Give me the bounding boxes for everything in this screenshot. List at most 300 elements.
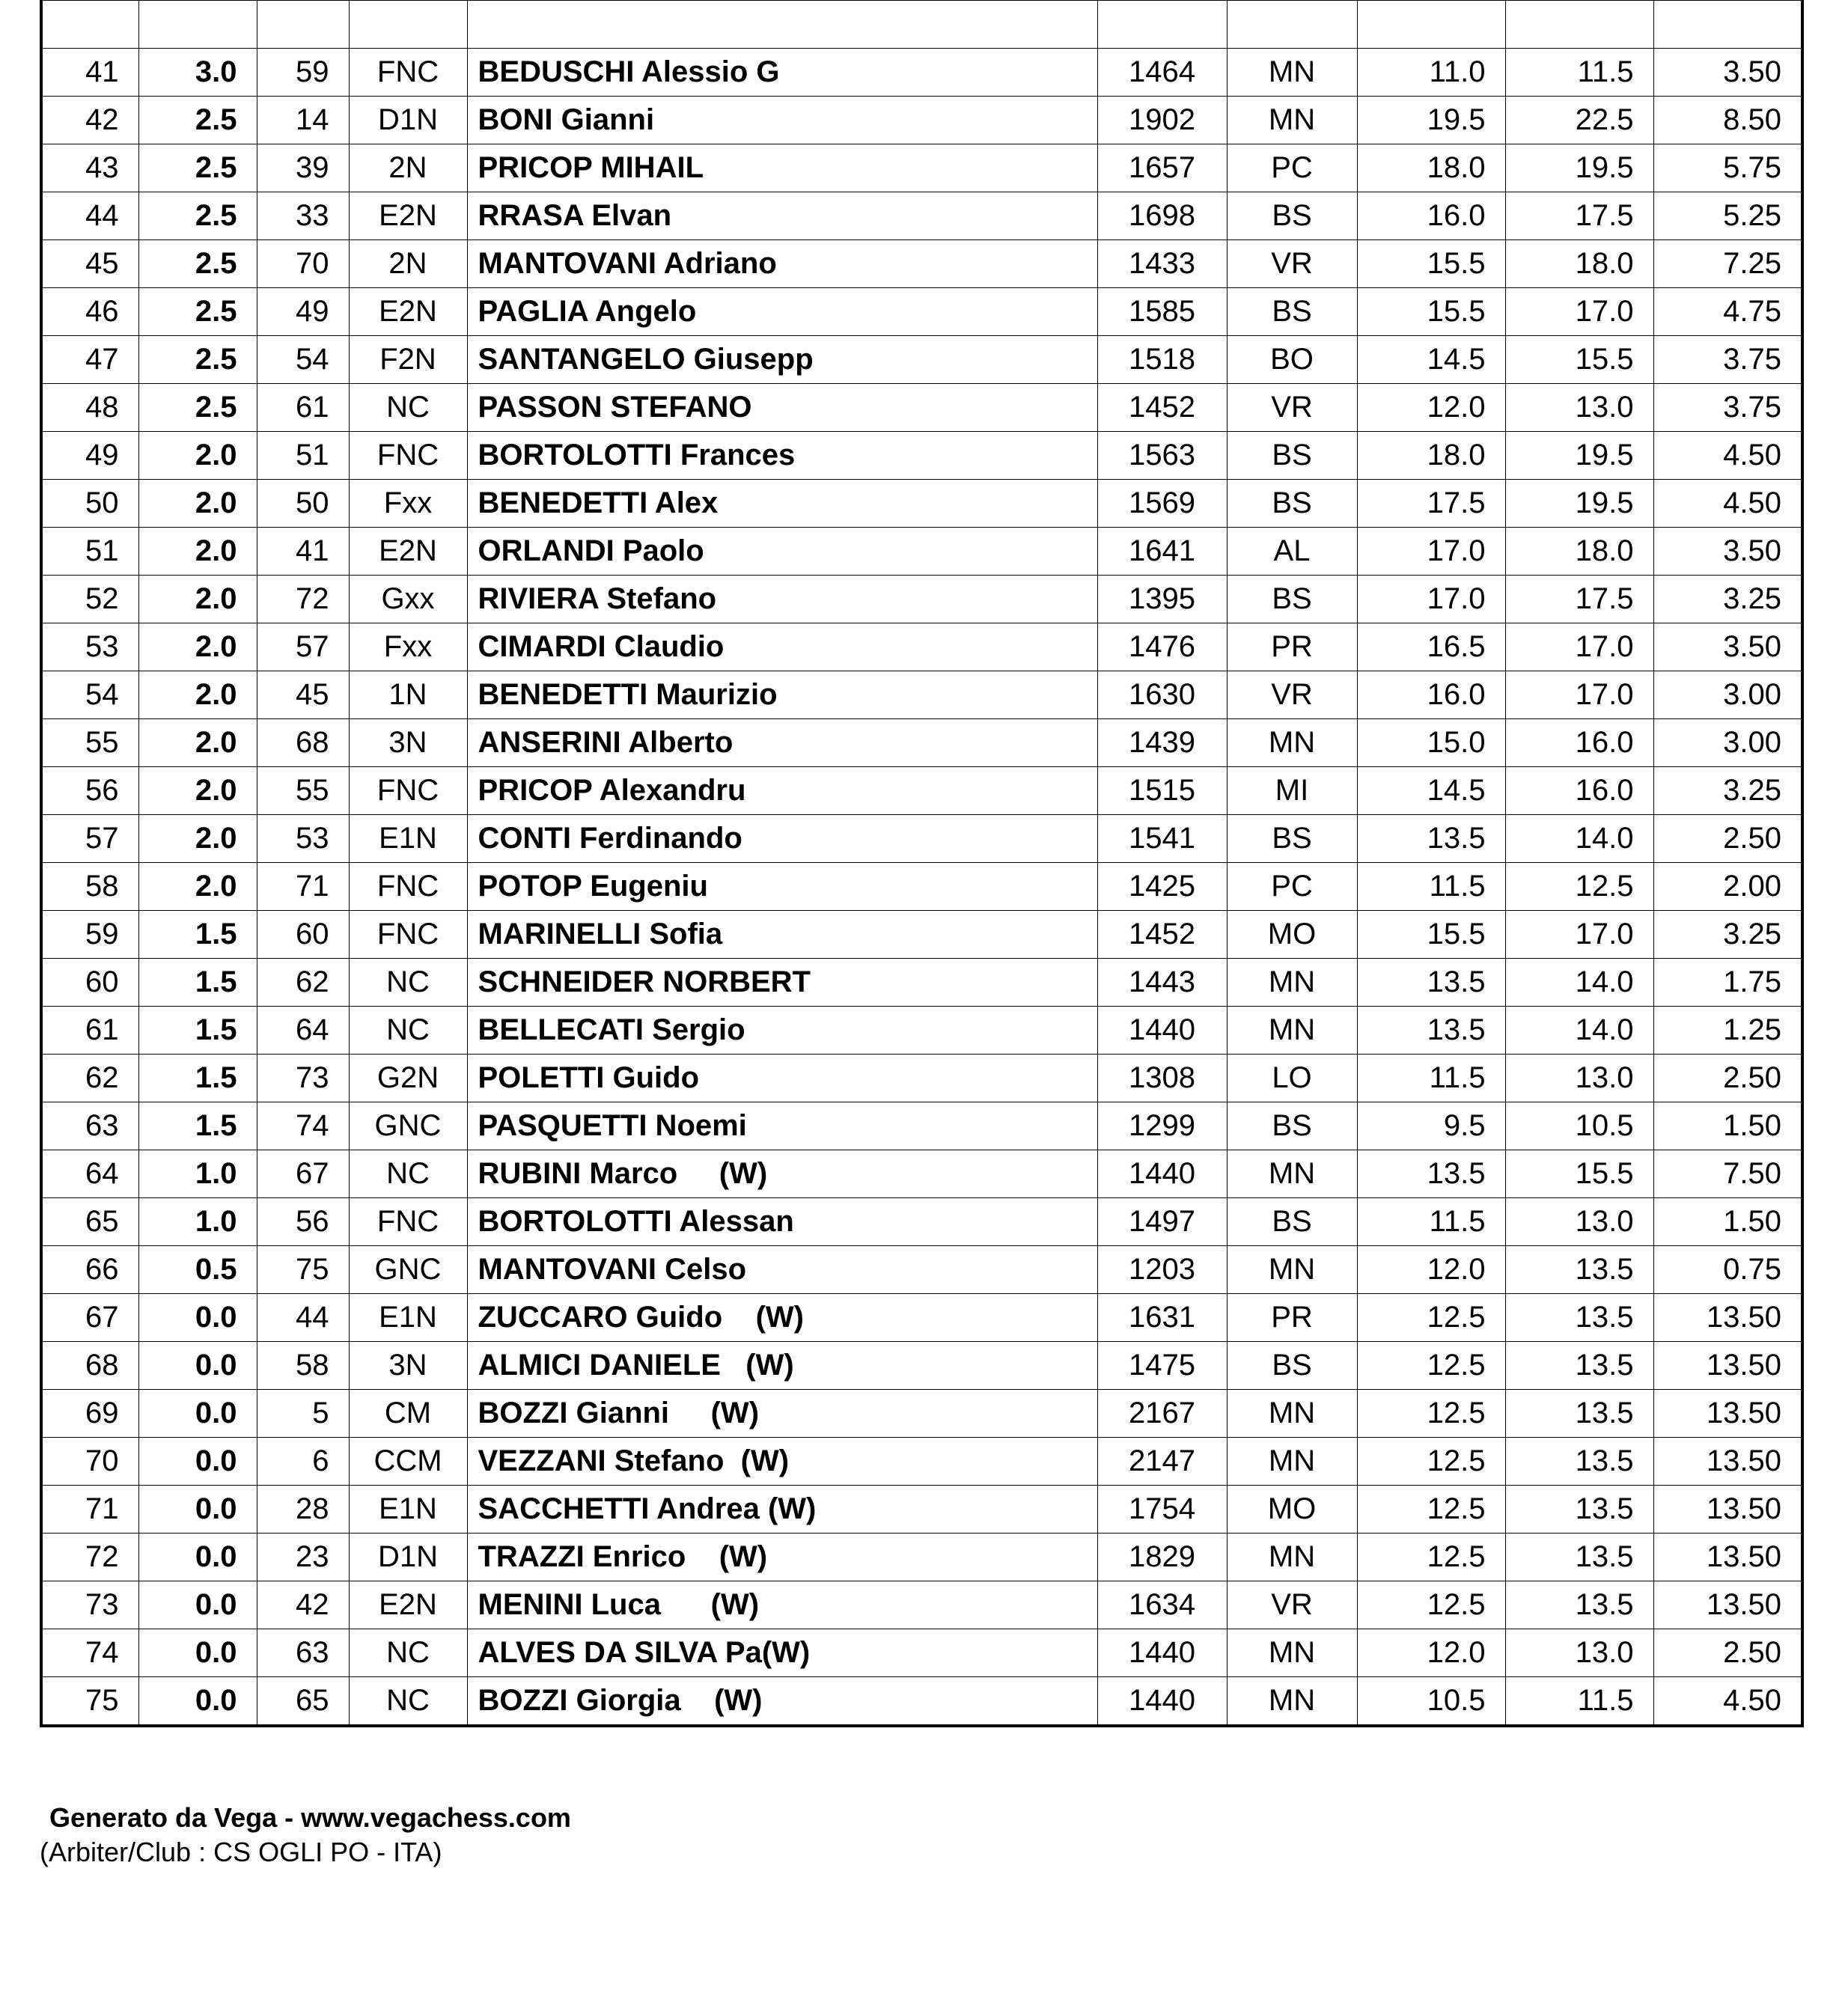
- rating-cell: 1439: [1097, 719, 1227, 767]
- table-row: [41, 1581, 1802, 1629]
- tiebreak-2-cell: 13.5: [1505, 1246, 1653, 1294]
- federation-cell: VR: [1227, 671, 1357, 719]
- player-name-cell: BEDUSCHI Alessio G: [467, 49, 1097, 97]
- points-cell: 0.0: [138, 1438, 257, 1486]
- tiebreak-2-cell: 13.5: [1505, 1390, 1653, 1438]
- tiebreak-1-cell: 12.5: [1357, 1486, 1505, 1534]
- player-name-cell: ORLANDI Paolo: [467, 528, 1097, 576]
- tiebreak-3-cell: 7.50: [1653, 1150, 1802, 1198]
- tiebreak-2-cell: 13.5: [1505, 1486, 1653, 1534]
- table-row: [41, 1534, 1802, 1581]
- rank-cell: 73: [41, 1581, 138, 1629]
- player-id-cell: 51: [257, 432, 349, 480]
- player-id-cell: 6: [257, 1438, 349, 1486]
- tiebreak-1-cell: 13.5: [1357, 959, 1505, 1007]
- points-cell: 0.0: [138, 1390, 257, 1438]
- tiebreak-3-cell: 2.50: [1653, 1055, 1802, 1102]
- rank-cell: 69: [41, 1390, 138, 1438]
- rating-cell: 2167: [1097, 1390, 1227, 1438]
- player-id-cell: 62: [257, 959, 349, 1007]
- tiebreak-1-cell: 11.0: [1357, 49, 1505, 97]
- table-row: [41, 767, 1802, 815]
- tiebreak-1-cell: 16.5: [1357, 623, 1505, 671]
- table-row: [41, 1198, 1802, 1246]
- player-name-cell: RRASA Elvan: [467, 192, 1097, 240]
- player-name-cell: MANTOVANI Celso: [467, 1246, 1097, 1294]
- category-cell: NC: [349, 1007, 467, 1055]
- tiebreak-1-cell: 18.0: [1357, 144, 1505, 192]
- player-name-cell: BOZZI Gianni (W): [467, 1390, 1097, 1438]
- tiebreak-2-cell: 16.0: [1505, 767, 1653, 815]
- rank-cell: 68: [41, 1342, 138, 1390]
- rating-cell: 1754: [1097, 1486, 1227, 1534]
- points-cell: 1.0: [138, 1150, 257, 1198]
- tiebreak-3-cell: 3.25: [1653, 911, 1802, 959]
- standings-table: [40, 0, 1804, 1727]
- rating-cell: 1299: [1097, 1102, 1227, 1150]
- tiebreak-2-cell: 10.5: [1505, 1102, 1653, 1150]
- player-name-cell: BENEDETTI Maurizio: [467, 671, 1097, 719]
- tiebreak-3-cell: 5.75: [1653, 144, 1802, 192]
- federation-cell: PC: [1227, 144, 1357, 192]
- tiebreak-1-cell: 12.5: [1357, 1342, 1505, 1390]
- federation-cell: BS: [1227, 1342, 1357, 1390]
- player-name-cell: BONI Gianni: [467, 97, 1097, 144]
- player-name-cell: RUBINI Marco (W): [467, 1150, 1097, 1198]
- player-id-cell: 55: [257, 767, 349, 815]
- rank-cell: 58: [41, 863, 138, 911]
- federation-cell: BS: [1227, 432, 1357, 480]
- rank-cell: 47: [41, 336, 138, 384]
- points-cell: 2.0: [138, 432, 257, 480]
- rating-cell: 1585: [1097, 288, 1227, 336]
- tiebreak-2-cell: 13.5: [1505, 1438, 1653, 1486]
- rating-cell: 1902: [1097, 97, 1227, 144]
- category-cell: 2N: [349, 144, 467, 192]
- tiebreak-1-cell: 11.5: [1357, 863, 1505, 911]
- rank-cell: 51: [41, 528, 138, 576]
- tiebreak-1-cell: 12.5: [1357, 1438, 1505, 1486]
- table-row: [41, 1342, 1802, 1390]
- table-row: [41, 144, 1802, 192]
- rating-cell: 1541: [1097, 815, 1227, 863]
- category-cell: 2N: [349, 240, 467, 288]
- points-cell: 2.0: [138, 815, 257, 863]
- rating-cell: 1829: [1097, 1534, 1227, 1581]
- rank-cell: 66: [41, 1246, 138, 1294]
- player-id-cell: 54: [257, 336, 349, 384]
- tiebreak-1-cell: 12.5: [1357, 1534, 1505, 1581]
- tiebreak-2-cell: 11.5: [1505, 1677, 1653, 1727]
- rank-cell: 75: [41, 1677, 138, 1727]
- points-cell: 0.0: [138, 1342, 257, 1390]
- tiebreak-1-cell: 17.0: [1357, 528, 1505, 576]
- rank-cell: 52: [41, 576, 138, 623]
- player-name-cell: MENINI Luca (W): [467, 1581, 1097, 1629]
- tiebreak-1-cell: 13.5: [1357, 1150, 1505, 1198]
- player-id-cell: 14: [257, 97, 349, 144]
- federation-cell: VR: [1227, 1581, 1357, 1629]
- player-name-cell: MANTOVANI Adriano: [467, 240, 1097, 288]
- tiebreak-3-cell: 3.50: [1653, 528, 1802, 576]
- tiebreak-3-cell: 3.25: [1653, 576, 1802, 623]
- table-row: [41, 432, 1802, 480]
- rating-cell: 1308: [1097, 1055, 1227, 1102]
- player-id-cell: 56: [257, 1198, 349, 1246]
- tiebreak-1-cell: 13.5: [1357, 1007, 1505, 1055]
- tiebreak-3-cell: 2.50: [1653, 1629, 1802, 1677]
- tiebreak-3-cell: 3.25: [1653, 767, 1802, 815]
- federation-cell: MN: [1227, 1438, 1357, 1486]
- federation-cell: MN: [1227, 1150, 1357, 1198]
- tiebreak-3-cell: 3.50: [1653, 49, 1802, 97]
- player-id-cell: 70: [257, 240, 349, 288]
- category-cell: NC: [349, 959, 467, 1007]
- table-row: [41, 1102, 1802, 1150]
- table-row: [41, 49, 1802, 97]
- rank-cell: 42: [41, 97, 138, 144]
- points-cell: 0.0: [138, 1486, 257, 1534]
- player-id-cell: 71: [257, 863, 349, 911]
- player-id-cell: 50: [257, 480, 349, 528]
- table-row: [41, 671, 1802, 719]
- federation-cell: BS: [1227, 480, 1357, 528]
- arbiter-club-note: (Arbiter/Club : CS OGLI PO - ITA): [40, 1837, 442, 1867]
- federation-cell: MN: [1227, 1534, 1357, 1581]
- category-cell: NC: [349, 384, 467, 432]
- tiebreak-1-cell: 16.0: [1357, 192, 1505, 240]
- rating-cell: 1657: [1097, 144, 1227, 192]
- points-cell: 0.0: [138, 1677, 257, 1727]
- rating-cell: 1452: [1097, 384, 1227, 432]
- category-cell: E1N: [349, 815, 467, 863]
- federation-cell: MN: [1227, 49, 1357, 97]
- tiebreak-3-cell: 1.50: [1653, 1102, 1802, 1150]
- tiebreak-1-cell: 18.0: [1357, 432, 1505, 480]
- rank-cell: 50: [41, 480, 138, 528]
- category-cell: FNC: [349, 1198, 467, 1246]
- player-id-cell: 58: [257, 1342, 349, 1390]
- points-cell: 2.0: [138, 480, 257, 528]
- rank-cell: 55: [41, 719, 138, 767]
- table-row: [41, 1438, 1802, 1486]
- player-id-cell: 64: [257, 1007, 349, 1055]
- points-cell: 2.5: [138, 144, 257, 192]
- tiebreak-3-cell: 2.00: [1653, 863, 1802, 911]
- tiebreak-2-cell: 17.0: [1505, 288, 1653, 336]
- category-cell: FNC: [349, 432, 467, 480]
- rank-cell: 70: [41, 1438, 138, 1486]
- table-row: [41, 911, 1802, 959]
- tiebreak-1-cell: 15.5: [1357, 911, 1505, 959]
- player-id-cell: 68: [257, 719, 349, 767]
- points-cell: 2.0: [138, 671, 257, 719]
- points-cell: 0.0: [138, 1534, 257, 1581]
- category-cell: NC: [349, 1150, 467, 1198]
- player-id-cell: 42: [257, 1581, 349, 1629]
- tiebreak-1-cell: 19.5: [1357, 97, 1505, 144]
- federation-cell: MN: [1227, 959, 1357, 1007]
- player-name-cell: PRICOP MIHAIL: [467, 144, 1097, 192]
- rank-cell: 46: [41, 288, 138, 336]
- player-name-cell: PASQUETTI Noemi: [467, 1102, 1097, 1150]
- tiebreak-3-cell: 1.50: [1653, 1198, 1802, 1246]
- tiebreak-3-cell: 13.50: [1653, 1534, 1802, 1581]
- rating-cell: 1515: [1097, 767, 1227, 815]
- rating-cell: 1475: [1097, 1342, 1227, 1390]
- tiebreak-3-cell: 0.75: [1653, 1246, 1802, 1294]
- points-cell: 0.5: [138, 1246, 257, 1294]
- points-cell: 2.5: [138, 384, 257, 432]
- rating-cell: 1630: [1097, 671, 1227, 719]
- federation-cell: PR: [1227, 623, 1357, 671]
- table-row: [41, 1150, 1802, 1198]
- table-row: [41, 192, 1802, 240]
- table-row: [41, 1390, 1802, 1438]
- tiebreak-3-cell: 2.50: [1653, 815, 1802, 863]
- federation-cell: BO: [1227, 336, 1357, 384]
- tiebreak-2-cell: 18.0: [1505, 528, 1653, 576]
- category-cell: E2N: [349, 1581, 467, 1629]
- rank-cell: 48: [41, 384, 138, 432]
- table-row: [41, 384, 1802, 432]
- player-id-cell: 67: [257, 1150, 349, 1198]
- tiebreak-2-cell: 22.5: [1505, 97, 1653, 144]
- rank-cell: 61: [41, 1007, 138, 1055]
- federation-cell: MN: [1227, 1007, 1357, 1055]
- category-cell: D1N: [349, 97, 467, 144]
- rating-cell: 1698: [1097, 192, 1227, 240]
- table-row: [41, 1246, 1802, 1294]
- tiebreak-2-cell: 18.0: [1505, 240, 1653, 288]
- rank-cell: 45: [41, 240, 138, 288]
- rating-cell: 1433: [1097, 240, 1227, 288]
- table-row: [41, 1629, 1802, 1677]
- federation-cell: BS: [1227, 1198, 1357, 1246]
- tiebreak-3-cell: 13.50: [1653, 1581, 1802, 1629]
- category-cell: E1N: [349, 1294, 467, 1342]
- federation-cell: BS: [1227, 1102, 1357, 1150]
- table-row: [41, 240, 1802, 288]
- tiebreak-3-cell: 7.25: [1653, 240, 1802, 288]
- rating-cell: 1440: [1097, 1677, 1227, 1727]
- tiebreak-1-cell: 17.5: [1357, 480, 1505, 528]
- player-name-cell: POTOP Eugeniu: [467, 863, 1097, 911]
- tiebreak-1-cell: 12.5: [1357, 1390, 1505, 1438]
- player-id-cell: 41: [257, 528, 349, 576]
- tiebreak-1-cell: 12.5: [1357, 1581, 1505, 1629]
- tiebreak-2-cell: 17.5: [1505, 576, 1653, 623]
- tiebreak-3-cell: 3.50: [1653, 623, 1802, 671]
- points-cell: 2.0: [138, 576, 257, 623]
- federation-cell: MI: [1227, 767, 1357, 815]
- tiebreak-2-cell: 19.5: [1505, 144, 1653, 192]
- table-row: [41, 1007, 1802, 1055]
- tiebreak-3-cell: 13.50: [1653, 1390, 1802, 1438]
- player-name-cell: ANSERINI Alberto: [467, 719, 1097, 767]
- category-cell: Fxx: [349, 480, 467, 528]
- tiebreak-1-cell: 17.0: [1357, 576, 1505, 623]
- points-cell: 0.0: [138, 1629, 257, 1677]
- rank-cell: 64: [41, 1150, 138, 1198]
- rank-cell: 54: [41, 671, 138, 719]
- table-row: [41, 1055, 1802, 1102]
- category-cell: F2N: [349, 336, 467, 384]
- table-row: [41, 97, 1802, 144]
- player-id-cell: 23: [257, 1534, 349, 1581]
- federation-cell: BS: [1227, 815, 1357, 863]
- tiebreak-1-cell: 15.5: [1357, 240, 1505, 288]
- category-cell: GNC: [349, 1246, 467, 1294]
- table-row: [41, 528, 1802, 576]
- tiebreak-2-cell: 14.0: [1505, 815, 1653, 863]
- player-name-cell: ZUCCARO Guido (W): [467, 1294, 1097, 1342]
- rating-cell: 1631: [1097, 1294, 1227, 1342]
- table-header-remnant: [41, 0, 1802, 49]
- player-id-cell: 45: [257, 671, 349, 719]
- tiebreak-2-cell: 13.5: [1505, 1581, 1653, 1629]
- points-cell: 1.5: [138, 1102, 257, 1150]
- player-id-cell: 33: [257, 192, 349, 240]
- category-cell: 1N: [349, 671, 467, 719]
- points-cell: 0.0: [138, 1581, 257, 1629]
- rank-cell: 60: [41, 959, 138, 1007]
- rating-cell: 1563: [1097, 432, 1227, 480]
- rank-cell: 41: [41, 49, 138, 97]
- generator-credit: Generato da Vega - www.vegachess.com: [49, 1802, 571, 1833]
- tiebreak-1-cell: 10.5: [1357, 1677, 1505, 1727]
- player-id-cell: 61: [257, 384, 349, 432]
- player-name-cell: RIVIERA Stefano: [467, 576, 1097, 623]
- tiebreak-2-cell: 13.5: [1505, 1342, 1653, 1390]
- category-cell: E1N: [349, 1486, 467, 1534]
- category-cell: Gxx: [349, 576, 467, 623]
- federation-cell: MN: [1227, 1246, 1357, 1294]
- rank-cell: 74: [41, 1629, 138, 1677]
- rating-cell: 1203: [1097, 1246, 1227, 1294]
- rank-cell: 72: [41, 1534, 138, 1581]
- player-name-cell: CONTI Ferdinando: [467, 815, 1097, 863]
- table-row: [41, 576, 1802, 623]
- category-cell: E2N: [349, 192, 467, 240]
- rating-cell: 2147: [1097, 1438, 1227, 1486]
- tiebreak-3-cell: 4.50: [1653, 480, 1802, 528]
- tiebreak-2-cell: 13.0: [1505, 384, 1653, 432]
- points-cell: 1.5: [138, 959, 257, 1007]
- rating-cell: 1569: [1097, 480, 1227, 528]
- player-name-cell: TRAZZI Enrico (W): [467, 1534, 1097, 1581]
- tiebreak-1-cell: 14.5: [1357, 336, 1505, 384]
- player-id-cell: 5: [257, 1390, 349, 1438]
- points-cell: 2.5: [138, 240, 257, 288]
- tiebreak-3-cell: 5.25: [1653, 192, 1802, 240]
- player-id-cell: 53: [257, 815, 349, 863]
- tiebreak-3-cell: 3.75: [1653, 336, 1802, 384]
- rank-cell: 59: [41, 911, 138, 959]
- player-name-cell: PRICOP Alexandru: [467, 767, 1097, 815]
- tiebreak-2-cell: 14.0: [1505, 959, 1653, 1007]
- tiebreak-2-cell: 15.5: [1505, 336, 1653, 384]
- player-name-cell: POLETTI Guido: [467, 1055, 1097, 1102]
- category-cell: G2N: [349, 1055, 467, 1102]
- category-cell: GNC: [349, 1102, 467, 1150]
- player-id-cell: 59: [257, 49, 349, 97]
- points-cell: 2.0: [138, 719, 257, 767]
- tiebreak-3-cell: 13.50: [1653, 1294, 1802, 1342]
- player-id-cell: 28: [257, 1486, 349, 1534]
- points-cell: 2.0: [138, 863, 257, 911]
- table-row: [41, 1294, 1802, 1342]
- tiebreak-3-cell: 4.50: [1653, 432, 1802, 480]
- tiebreak-2-cell: 19.5: [1505, 432, 1653, 480]
- category-cell: CCM: [349, 1438, 467, 1486]
- tiebreak-1-cell: 12.0: [1357, 1629, 1505, 1677]
- tiebreak-2-cell: 17.0: [1505, 623, 1653, 671]
- tiebreak-2-cell: 13.0: [1505, 1198, 1653, 1246]
- points-cell: 2.5: [138, 97, 257, 144]
- player-id-cell: 39: [257, 144, 349, 192]
- federation-cell: MN: [1227, 1629, 1357, 1677]
- tiebreak-1-cell: 12.0: [1357, 384, 1505, 432]
- tiebreak-2-cell: 11.5: [1505, 49, 1653, 97]
- player-name-cell: SCHNEIDER NORBERT: [467, 959, 1097, 1007]
- rating-cell: 1440: [1097, 1629, 1227, 1677]
- rating-cell: 1440: [1097, 1150, 1227, 1198]
- rating-cell: 1425: [1097, 863, 1227, 911]
- player-name-cell: SANTANGELO Giusepp: [467, 336, 1097, 384]
- tiebreak-3-cell: 13.50: [1653, 1438, 1802, 1486]
- category-cell: E2N: [349, 288, 467, 336]
- tiebreak-2-cell: 14.0: [1505, 1007, 1653, 1055]
- player-id-cell: 73: [257, 1055, 349, 1102]
- rating-cell: 1634: [1097, 1581, 1227, 1629]
- tiebreak-3-cell: 3.00: [1653, 671, 1802, 719]
- points-cell: 0.0: [138, 1294, 257, 1342]
- points-cell: 1.5: [138, 1055, 257, 1102]
- federation-cell: MN: [1227, 1390, 1357, 1438]
- rank-cell: 44: [41, 192, 138, 240]
- category-cell: FNC: [349, 911, 467, 959]
- rank-cell: 57: [41, 815, 138, 863]
- tiebreak-3-cell: 13.50: [1653, 1486, 1802, 1534]
- table-row: [41, 815, 1802, 863]
- tiebreak-1-cell: 15.5: [1357, 288, 1505, 336]
- player-name-cell: MARINELLI Sofia: [467, 911, 1097, 959]
- tiebreak-1-cell: 11.5: [1357, 1198, 1505, 1246]
- standings-body: [41, 0, 1802, 1726]
- category-cell: 3N: [349, 719, 467, 767]
- player-name-cell: CIMARDI Claudio: [467, 623, 1097, 671]
- category-cell: FNC: [349, 863, 467, 911]
- player-name-cell: VEZZANI Stefano (W): [467, 1438, 1097, 1486]
- tiebreak-3-cell: 1.25: [1653, 1007, 1802, 1055]
- table-row: [41, 719, 1802, 767]
- federation-cell: PC: [1227, 863, 1357, 911]
- category-cell: FNC: [349, 49, 467, 97]
- tiebreak-3-cell: 1.75: [1653, 959, 1802, 1007]
- rating-cell: 1518: [1097, 336, 1227, 384]
- rating-cell: 1464: [1097, 49, 1227, 97]
- tiebreak-2-cell: 13.5: [1505, 1294, 1653, 1342]
- tiebreak-1-cell: 9.5: [1357, 1102, 1505, 1150]
- table-row: [41, 288, 1802, 336]
- tiebreak-1-cell: 13.5: [1357, 815, 1505, 863]
- tiebreak-1-cell: 16.0: [1357, 671, 1505, 719]
- player-name-cell: ALVES DA SILVA Pa(W): [467, 1629, 1097, 1677]
- points-cell: 1.5: [138, 911, 257, 959]
- rating-cell: 1476: [1097, 623, 1227, 671]
- federation-cell: AL: [1227, 528, 1357, 576]
